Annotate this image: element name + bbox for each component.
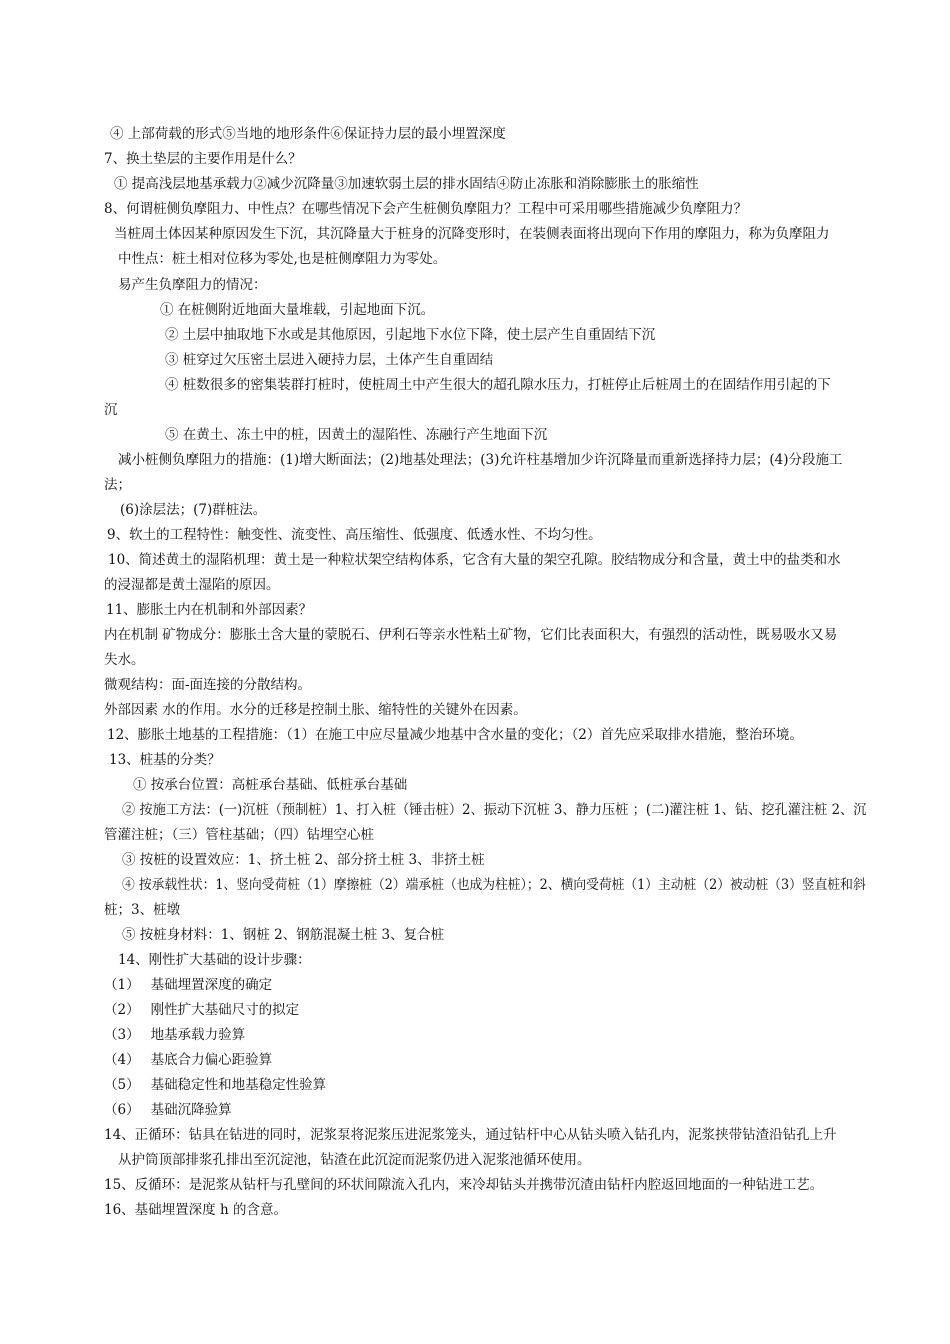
question-heading: 13、桩基的分类？ (109, 752, 221, 768)
question-heading: 12、膨胀土地基的工程措施：（1）在施工中应尽量减少地基中含水量的变化；（2）首先应采取排水措施，整治环境。 (107, 727, 803, 743)
text-line: 当桩周土体因某种原因发生下沉，其沉降量大于桩身的沉降变形时，在装侧表面将出现向下作用的摩阻力，称为负摩阻力 (114, 226, 830, 242)
list-item: ③ 按桩的设置效应：1、挤土桩 2、部分挤土桩 3、非挤土桩 (122, 852, 485, 868)
list-item: （2） 刚性扩大基础尺寸的拟定 (104, 1002, 300, 1018)
text-line: 从护筒顶部排浆孔排出至沉淀池，钻渣在此沉淀而泥浆仍进入泥浆池循环使用。 (118, 1152, 591, 1168)
list-item: ② 土层中抽取地下水或是其他原因，引起地下水位下降，使土层产生自重固结下沉 (165, 327, 656, 343)
text-line: 易产生负摩阻力的情况： (118, 277, 267, 293)
text-line: ④ 上部荷载的形式⑤当地的地形条件⑥保证持力层的最小埋置深度 (110, 126, 506, 142)
question-heading: 15、反循环：是泥浆从钻杆与孔壁间的环状间隙流入孔内，来冷却钻头并携带沉渣由钻杆内腔返回地面的一种钻进工艺。 (104, 1177, 824, 1193)
text-line: 微观结构：面-面连接的分散结构。 (104, 677, 312, 693)
question-heading: 10、简述黄土的湿陷机理：黄土是一种粒状架空结构体系，它含有大量的架空孔隙。胶结物成分和含量，黄土中的盐类和水 (108, 552, 841, 568)
list-item: ③ 桩穿过欠压密土层进入硬持力层，土体产生自重固结 (165, 352, 494, 368)
list-item: ② 按施工方法：(一)沉桩（预制桩）1、打入桩（锤击桩）2、振动下沉桩 3、静力压桩 ；(二)灌注桩 1、钻、挖孔灌注桩 2、沉 (122, 802, 867, 818)
list-item: ⑤ 在黄土、冻土中的桩，因黄土的湿陷性、冻融行产生地面下沉 (165, 427, 548, 443)
question-heading: 8、何谓桩侧负摩阻力、中性点？在哪些情况下会产生桩侧负摩阻力？工程中可采用哪些措施减少负摩阻力？ (104, 201, 748, 217)
list-item: ④ 桩数很多的密集装群打桩时，使桩周土中产生很大的超孔隙水压力，打桩停止后桩周土的在固结作用引起的下 (165, 377, 831, 393)
question-heading: 16、基础埋置深度 h 的含意。 (104, 1202, 287, 1218)
text-line: (6)涂层法；(7)群桩法。 (120, 502, 267, 518)
text-line: 法； (104, 477, 131, 493)
text-line: 中性点：桩土相对位移为零处,也是桩侧摩阻力为零处。 (118, 251, 447, 267)
text-line: 外部因素 水的作用。水分的迁移是控制土胀、缩特性的关键外在因素。 (104, 702, 527, 718)
question-heading: 9、软土的工程特性：触变性、流变性、高压缩性、低强度、低透水性、不均匀性。 (107, 527, 602, 543)
question-heading: 11、膨胀土内在机制和外部因素？ (106, 602, 313, 618)
text-line: 沉 (104, 402, 118, 418)
list-item: （6） 基础沉降验算 (104, 1102, 232, 1118)
text-line: 的浸湿都是黄土湿陷的原因。 (104, 577, 280, 593)
question-heading: 14、刚性扩大基础的设计步骤： (118, 952, 311, 968)
text-line: ① 提高浅层地基承载力②减少沉降量③加速软弱土层的排水固结④防止冻胀和消除膨胀土的胀缩性 (114, 176, 699, 192)
text-line: 减小桩侧负摩阻力的措施：(1)增大断面法；(2)地基处理法；(3)允许柱基增加少许沉降量而重新选择持力层；(4)分段施工 (118, 452, 843, 468)
list-item: ⑤ 按桩身材料：1、钢桩 2、钢筋混凝土桩 3、复合桩 (122, 927, 445, 943)
text-line: 管灌注桩；（三）管柱基础；（四）钻埋空心桩 (104, 827, 374, 843)
list-item: ① 按承台位置：高桩承台基础、低桩承台基础 (133, 777, 408, 793)
list-item: （4） 基底合力偏心距验算 (104, 1052, 273, 1068)
list-item: （3） 地基承载力验算 (104, 1027, 246, 1043)
text-line: 桩；3、桩墩 (104, 902, 181, 918)
list-item: （5） 基础稳定性和地基稳定性验算 (104, 1077, 327, 1093)
list-item: ① 在桩侧附近地面大量堆载，引起地面下沉。 (160, 302, 435, 318)
text-line: 失水。 (104, 652, 145, 668)
question-heading: 7、换土垫层的主要作用是什么？ (104, 151, 302, 167)
text-line: 内在机制 矿物成分：膨胀土含大量的蒙脱石、伊利石等亲水性粘土矿物，它们比表面积大，有强烈的活动性，既易吸水又易 (104, 627, 838, 643)
list-item: ④ 按承载性状：1、竖向受荷桩（1）摩擦桩（2）端承桩（也成为柱桩）；2、横向受荷桩（1）主动桩（2）被动桩（3）竖直桩和斜 (122, 877, 866, 893)
question-heading: 14、正循环：钻具在钻进的同时，泥浆泵将泥浆压进泥浆笼头，通过钻杆中心从钻头喷入钻孔内，泥浆挟带钻渣沿钻孔上升 (104, 1127, 837, 1143)
list-item: （1） 基础埋置深度的确定 (104, 977, 273, 993)
